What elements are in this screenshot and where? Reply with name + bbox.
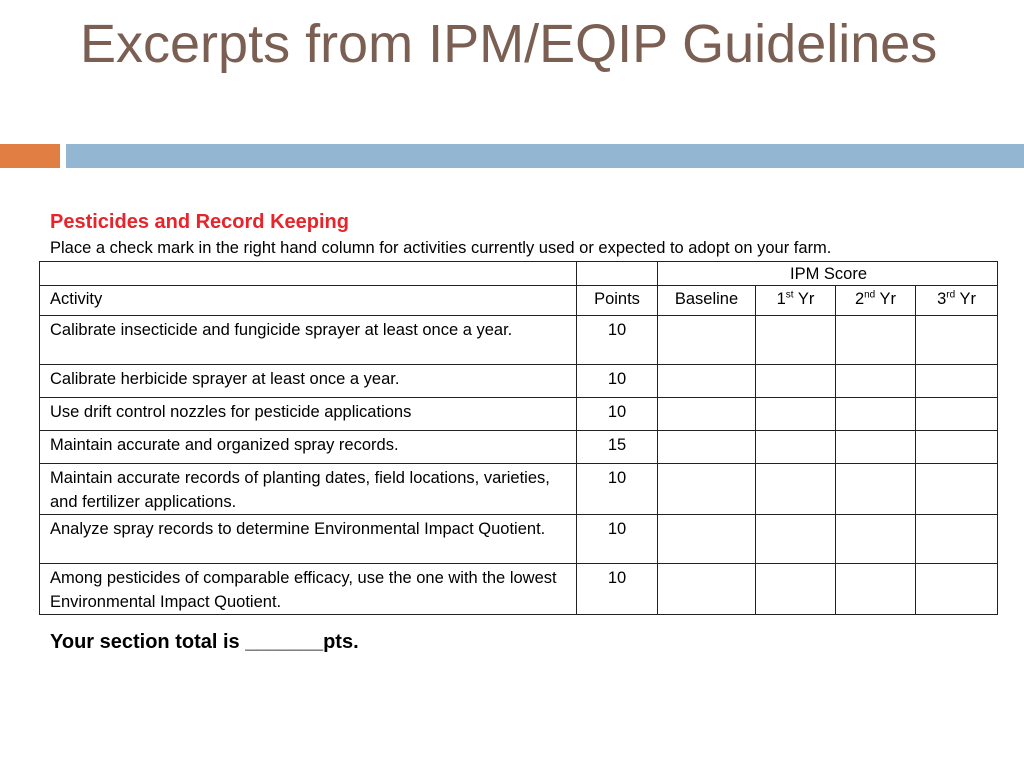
ipm-score-table [39, 261, 998, 615]
points-cell: 10 [577, 365, 658, 398]
activity-cell: Calibrate insecticide and fungicide sprayer at least once a year. [40, 316, 577, 365]
blank-header-cell [40, 262, 577, 286]
year-suffix: Yr [955, 290, 976, 308]
baseline-check-cell[interactable] [658, 365, 756, 398]
year-3-check-cell[interactable] [916, 365, 998, 398]
year-number: 2 [854, 290, 865, 308]
table-row [40, 515, 998, 564]
accent-bar-blue [66, 144, 1024, 168]
year-3-check-cell[interactable] [916, 464, 998, 515]
table-row [40, 564, 998, 615]
header-year-2 [836, 286, 916, 316]
ipm-score-header: IPM Score [658, 262, 998, 286]
instruction-text: Place a check mark in the right hand column for activities currently used or expected to adopt on your farm. [50, 239, 832, 257]
section-total: Your section total is _______pts. [50, 631, 359, 653]
baseline-check-cell[interactable] [658, 398, 756, 431]
header-baseline: Baseline [658, 286, 756, 316]
activity-cell: Analyze spray records to determine Environmental Impact Quotient. [40, 515, 577, 564]
year-1-check-cell[interactable] [756, 515, 836, 564]
points-cell: 15 [577, 431, 658, 464]
year-number: 3 [937, 290, 947, 308]
year-1-check-cell[interactable] [756, 431, 836, 464]
points-cell: 10 [577, 464, 658, 515]
year-2-check-cell[interactable] [836, 365, 916, 398]
activity-cell: Calibrate herbicide sprayer at least once a year. [40, 365, 577, 398]
year-2-check-cell[interactable] [836, 564, 916, 615]
year-2-check-cell[interactable] [836, 398, 916, 431]
baseline-check-cell[interactable] [658, 431, 756, 464]
year-3-check-cell[interactable] [916, 398, 998, 431]
year-3-check-cell[interactable] [916, 564, 998, 615]
points-cell: 10 [577, 564, 658, 615]
activity-cell: Among pesticides of comparable efficacy, use the one with the lowest Environmental Impact Quotient. [40, 564, 577, 615]
year-1-check-cell[interactable] [756, 365, 836, 398]
year-2-check-cell[interactable] [836, 464, 916, 515]
year-ordinal: st [785, 289, 794, 301]
year-1-check-cell[interactable] [756, 398, 836, 431]
table-row [40, 365, 998, 398]
year-3-check-cell[interactable] [916, 515, 998, 564]
year-1-check-cell[interactable] [756, 564, 836, 615]
blank-header-cell [577, 262, 658, 286]
accent-bar-orange [0, 144, 60, 168]
table-row [40, 398, 998, 431]
year-3-check-cell[interactable] [916, 316, 998, 365]
year-2-check-cell[interactable] [836, 515, 916, 564]
activity-cell: Use drift control nozzles for pesticide applications [40, 398, 577, 431]
activity-cell: Maintain accurate and organized spray records. [40, 431, 577, 464]
year-ordinal: nd [864, 289, 876, 301]
header-points: Points [577, 286, 658, 316]
slide-title: Excerpts from IPM/EQIP Guidelines [80, 14, 938, 74]
points-cell: 10 [577, 398, 658, 431]
baseline-check-cell[interactable] [658, 515, 756, 564]
baseline-check-cell[interactable] [658, 464, 756, 515]
points-cell: 10 [577, 515, 658, 564]
header-activity: Activity [40, 286, 577, 316]
year-2-check-cell[interactable] [836, 431, 916, 464]
table-row [40, 464, 998, 515]
baseline-check-cell[interactable] [658, 564, 756, 615]
year-3-check-cell[interactable] [916, 431, 998, 464]
baseline-check-cell[interactable] [658, 316, 756, 365]
year-1-check-cell[interactable] [756, 464, 836, 515]
year-suffix: Yr [875, 290, 897, 308]
points-cell: 10 [577, 316, 658, 365]
header-year-3 [916, 286, 998, 316]
year-number: 1 [776, 290, 786, 308]
table-row [40, 316, 998, 365]
section-heading: Pesticides and Record Keeping [50, 211, 349, 233]
activity-cell: Maintain accurate records of planting dates, field locations, varieties, and fertilizer applications. [40, 464, 577, 515]
year-ordinal: rd [946, 289, 956, 301]
year-1-check-cell[interactable] [756, 316, 836, 365]
year-suffix: Yr [793, 290, 815, 308]
header-year-1 [756, 286, 836, 316]
year-2-check-cell[interactable] [836, 316, 916, 365]
table-row [40, 431, 998, 464]
